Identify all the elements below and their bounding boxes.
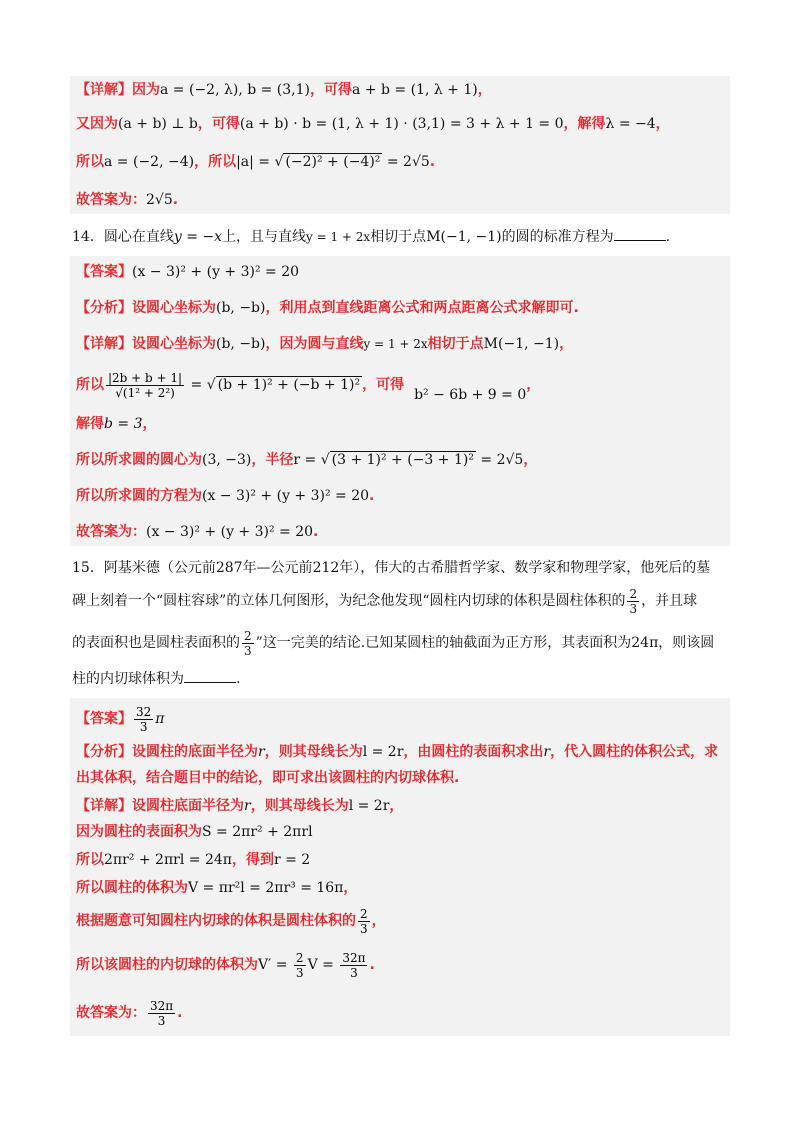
q15-stem-line-3: 的表面积也是圆柱表面积的 $\frac{2}{3}$ ”这一完美的结论.已知某圆柱的轴截面为正方形，其表面积为24π，则该圆 — [72, 628, 715, 658]
q15-analysis-line-1: 【分析】设圆柱的底面半径为r，则其母线长为l = 2r，由圆柱的表面积求出r，代入圆柱的体积公式，求 — [76, 744, 719, 760]
q15-step-5: 所以该圆柱的内切球的体积为V′ = $\frac{2}{3}$ V = $\frac{32\pi}{3}$ . — [76, 950, 375, 980]
q15-stem-line-1: 15．阿基米德（公元前287年—公元前212年），伟大的古希腊哲学家、数学家和物理学家，他死后的墓 — [72, 560, 711, 576]
q15-answer: 【答案】 $\frac{32}{3}$ π — [76, 704, 165, 734]
answer-blank — [614, 226, 666, 241]
detail-tag: 【详解】 — [76, 82, 132, 98]
fraction: $\frac{|2b + b + 1|}{\text{√(1² + 2²)}}$ — [108, 370, 183, 400]
q14-stem: 14．圆心在直线y = −x上，且与直线y = 1 + 2x相切于点M(−1, −1)的圆的标准方程为 . — [72, 226, 670, 247]
q14-step-3: 所以所求圆的圆心为(3, −3)，半径r = √ (3 + 1)² + (−3 + 1)² = 2√5， — [76, 452, 538, 468]
q14-step-2: 解得b = 3， — [76, 416, 157, 432]
fraction: $\frac{2}{3}$ — [360, 906, 368, 936]
q15-step-3: 所以圆柱的体积为V = πr²l = 2πr³ = 16π， — [76, 880, 358, 896]
q15-final-answer: 故答案为： $\frac{32\pi}{3}$ . — [76, 998, 183, 1028]
q15-step-4: 根据题意可知圆柱内切球的体积是圆柱体积的 $\frac{2}{3}$ ， — [76, 906, 386, 936]
q15-detail: 【详解】设圆柱底面半径为r，则其母线长为l = 2r， — [76, 798, 404, 814]
q15-analysis-line-2: 出其体积，结合题目中的结论，即可求出该圆柱的内切球体积. — [76, 770, 460, 786]
q14-detail: 【详解】设圆心坐标为(b, −b)，因为圆与直线y = 1 + 2x相切于点M(−1, −1)， — [76, 336, 574, 352]
q13-detail-line-3: 所以a = (−2, −4)，所以|a| = √ (−2)² + (−4)² = 2√5. — [76, 154, 436, 170]
fraction: $\frac{2}{3}$ — [629, 586, 638, 616]
fraction: $\frac{32\pi}{3}$ — [342, 950, 366, 980]
q13-detail-line-1: 【详解】因为a = (−2, λ), b = (3,1)，可得a + b = (1, λ + 1)， — [76, 82, 492, 98]
fraction: $\frac{32}{3}$ — [136, 704, 152, 734]
q14-step-4: 所以所求圆的方程为(x − 3)² + (y + 3)² = 20. — [76, 488, 375, 504]
fraction: $\frac{2}{3}$ — [244, 628, 252, 658]
q14-answer: 【答案】(x − 3)² + (y + 3)² = 20 — [76, 264, 300, 280]
q14-analysis: 【分析】设圆心坐标为(b, −b)，利用点到直线距离公式和两点距离公式求解即可. — [76, 300, 579, 316]
q13-detail-line-2: 又因为(a + b) ⊥ b，可得(a + b) · b = (1, λ + 1) · (3,1) = 3 + λ + 1 = 0，解得λ = −4， — [76, 116, 670, 132]
q15-stem-line-4: 柱的内切球体积为 . — [72, 668, 240, 689]
q15-step-2: 所以2πr² + 2πrl = 24π，得到r = 2 — [76, 852, 311, 868]
fraction: $\frac{32\pi}{3}$ — [150, 998, 174, 1028]
q13-answer-line: 故答案为：2√5. — [76, 192, 179, 208]
answer-blank — [184, 668, 236, 683]
q14-step-1: 所以 $\frac{|2b + b + 1|}{\text{√(1² + 2²)}}$ = √ (b + 1)² + (−b + 1)² ，可得b² − 6b + 9 = 0， — [76, 370, 541, 403]
fraction: $\frac{2}{3}$ — [295, 950, 304, 980]
q15-step-1: 因为圆柱的表面积为S = 2πr² + 2πrl — [76, 824, 313, 840]
q14-final-answer: 故答案为：(x − 3)² + (y + 3)² = 20. — [76, 524, 319, 540]
q15-stem-line-2: 碑上刻着一个“圆柱容球”的立体几何图形，为纪念他发现“圆柱内切球的体积是圆柱体积的 $\frac{2}{3}$ ，并且球 — [72, 586, 698, 616]
